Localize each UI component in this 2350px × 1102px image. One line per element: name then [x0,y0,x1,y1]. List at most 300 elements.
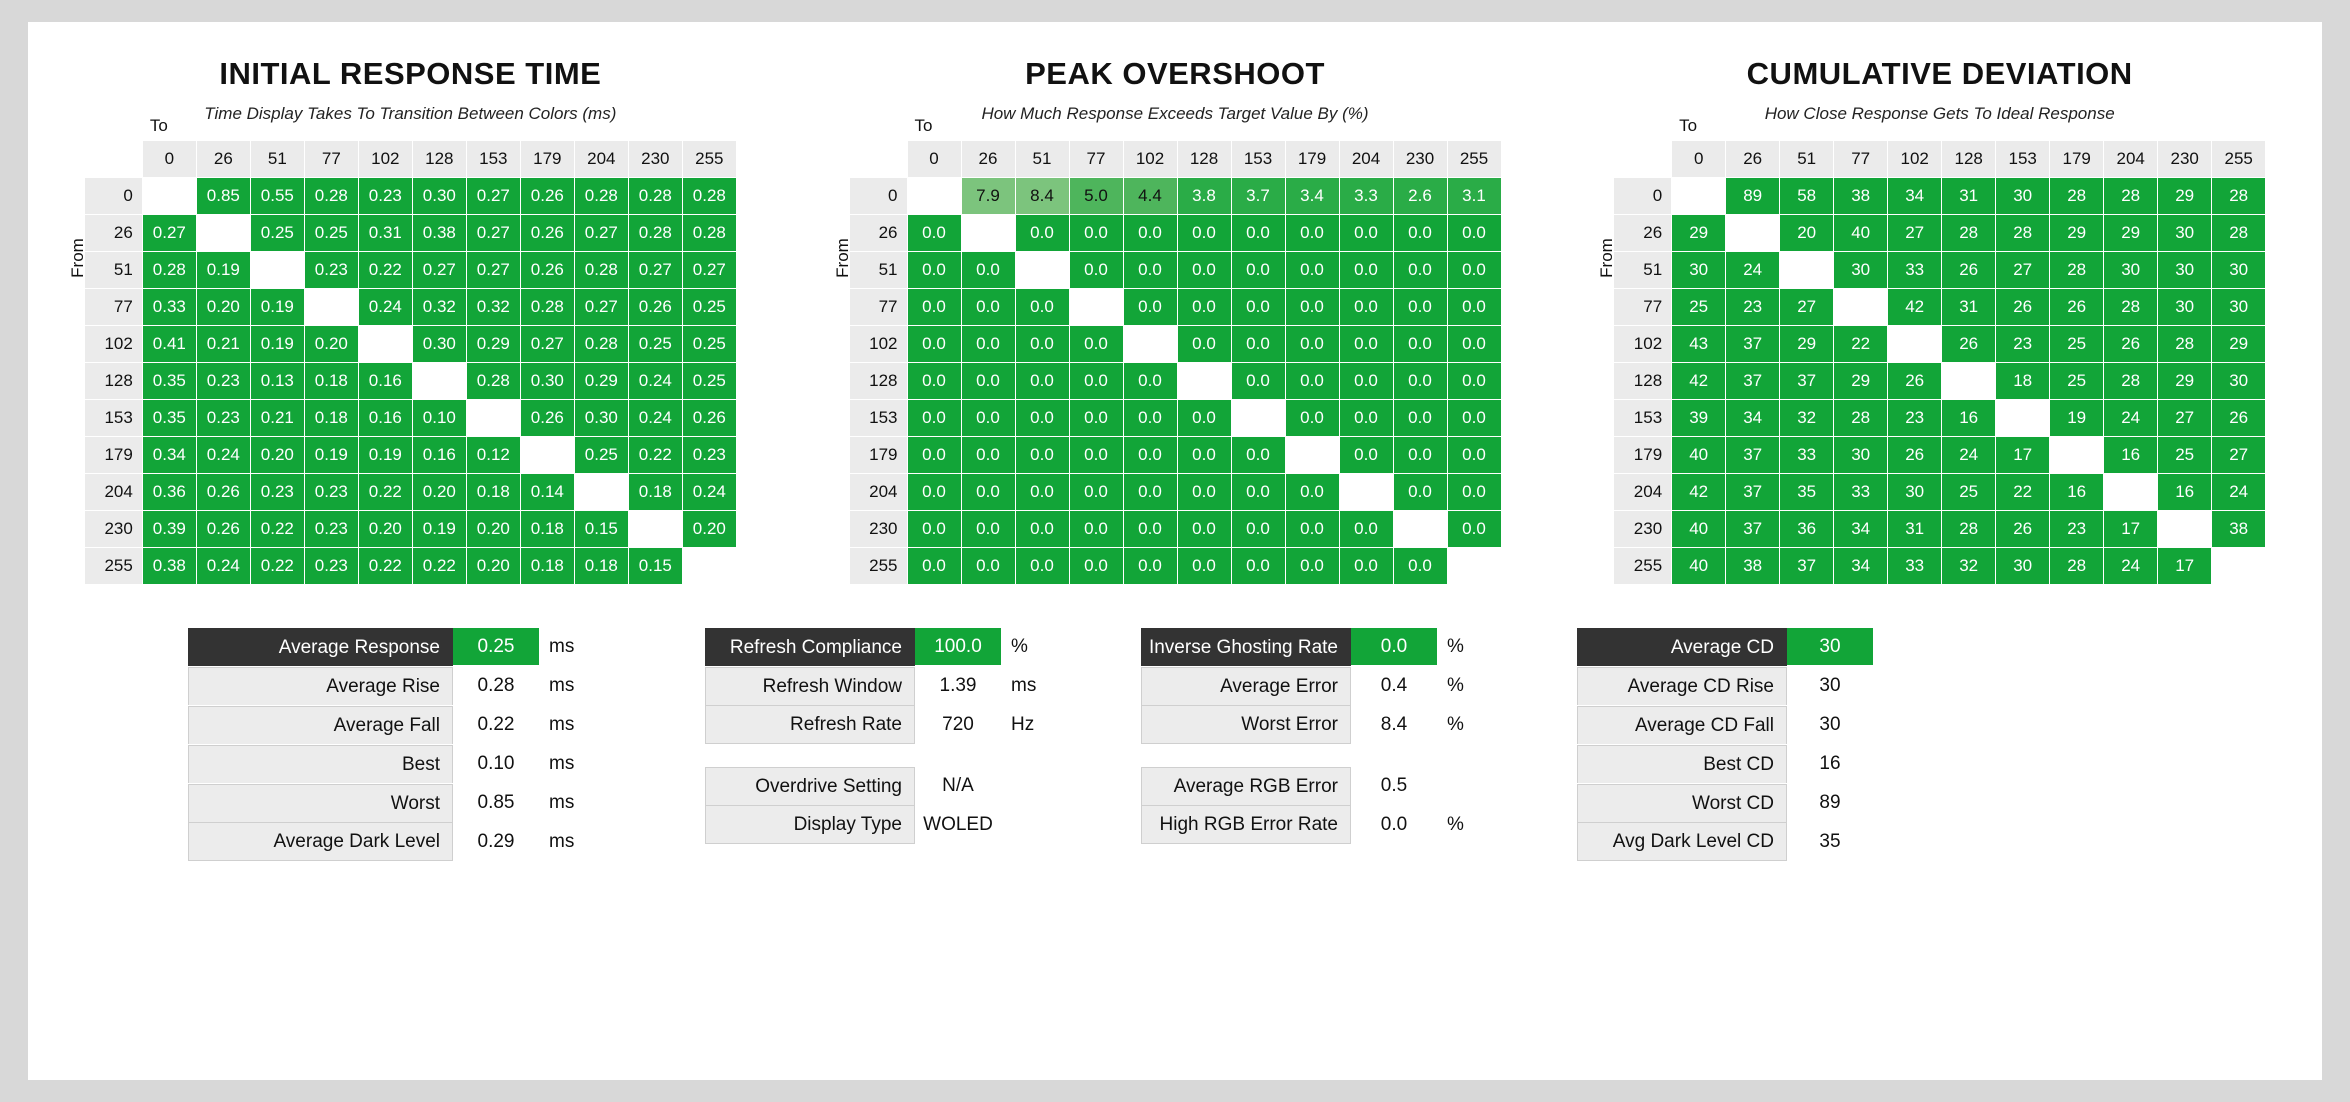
matrix-row [1614,400,2266,437]
heatmap-table-overshoot [849,140,1502,585]
matrix-cell: 0.0 [1069,548,1123,585]
matrix-cell: 27 [1780,289,1834,326]
matrix-cell: 0.0 [1177,548,1231,585]
matrix-cell: 0.0 [907,289,961,326]
matrix-row [84,326,736,363]
matrix-cell: 26 [1996,511,2050,548]
matrix-cell: 0.0 [1447,474,1501,511]
matrix-cell: 0.18 [520,511,574,548]
matrix-col-header: 230 [1393,141,1447,178]
matrix-cell: 35 [1780,474,1834,511]
matrix-cell: 0.0 [1015,400,1069,437]
matrix-cell: 0.0 [907,215,961,252]
matrix-cell: 0.32 [466,289,520,326]
matrix-row-header: 153 [849,400,907,437]
matrix-cell: 0.24 [196,437,250,474]
matrix-cell: 0.28 [574,252,628,289]
matrix-cell: 0.36 [142,474,196,511]
matrix-cell: 0.24 [682,474,736,511]
matrix-row [849,400,1501,437]
stat-value: 8.4 [1380,714,1408,735]
matrix-cell: 0.0 [907,437,961,474]
matrix-cell: 26 [2050,289,2104,326]
matrix-col-header: 77 [1069,141,1123,178]
matrix-cell-diagonal [1888,326,1942,363]
matrix-cell: 0.0 [1015,474,1069,511]
matrix-cell: 0.18 [466,474,520,511]
matrix-cell: 0.0 [1447,437,1501,474]
matrix-cell-diagonal [2050,437,2104,474]
matrix-cell: 0.0 [1339,400,1393,437]
matrix-row [84,400,736,437]
matrix-row-header: 153 [84,400,142,437]
matrix-cell: 25 [1672,289,1726,326]
matrix-cell: 25 [1942,474,1996,511]
matrix-cell: 0.31 [358,215,412,252]
stat-row [1577,822,1925,861]
matrix-cell: 29 [1672,215,1726,252]
matrix-cell: 0.26 [520,215,574,252]
matrix-cell: 3.8 [1177,178,1231,215]
matrix-cell: 18 [1996,363,2050,400]
matrix-cell: 30 [2104,252,2158,289]
matrix-col-header: 102 [358,141,412,178]
stat-label: Display Type [705,805,915,844]
matrix-cell: 0.0 [1069,437,1123,474]
matrix-cell: 0.22 [628,437,682,474]
stat-value: 35 [1819,831,1841,852]
matrix-row [849,215,1501,252]
matrix-col-header: 153 [466,141,520,178]
matrix-cell-diagonal [574,474,628,511]
matrix-cell: 0.0 [1339,289,1393,326]
matrix-cell: 0.0 [1393,474,1447,511]
matrix-cell: 25 [2050,326,2104,363]
matrix-cell: 0.0 [1339,511,1393,548]
matrix-cell: 0.0 [961,326,1015,363]
matrix-cell: 0.28 [574,326,628,363]
matrix-cell-diagonal [1996,400,2050,437]
matrix-cell: 17 [1996,437,2050,474]
stats-response-block [188,627,591,883]
matrix-cell: 0.25 [250,215,304,252]
matrix-col-header: 230 [2158,141,2212,178]
matrix-cell: 31 [1942,289,1996,326]
matrix-cell: 0.26 [628,289,682,326]
matrix-wrapper [832,116,1502,585]
matrix-cell: 0.30 [412,178,466,215]
matrix-cell: 0.27 [574,289,628,326]
stat-row [1577,705,1925,744]
matrix-cell-diagonal [196,215,250,252]
matrix-cell-diagonal [1393,511,1447,548]
panel-subtitle: Time Display Takes To Transition Between Colors (ms) [204,104,617,123]
matrix-cell: 58 [1780,178,1834,215]
stat-label: Average Rise [188,667,453,705]
matrix-row-header: 153 [1614,400,1672,437]
matrix-cell: 0.27 [520,326,574,363]
matrix-col-header: 230 [628,141,682,178]
matrix-cell-diagonal [2158,511,2212,548]
matrix-cell: 37 [1726,437,1780,474]
axis-label-to: To [914,116,933,135]
matrix-cell: 0.0 [1339,326,1393,363]
matrix-cell: 0.23 [304,474,358,511]
matrix-cell: 0.12 [466,437,520,474]
matrix-cell: 33 [1888,548,1942,585]
stat-label: Average CD Fall [1577,706,1787,744]
matrix-cell: 0.0 [1447,511,1501,548]
matrix-cell: 0.14 [520,474,574,511]
matrix-cell: 26 [1888,437,1942,474]
matrix-col-header: 153 [1231,141,1285,178]
matrix-cell: 7.9 [961,178,1015,215]
stat-unit: % [1447,674,1464,696]
matrix-cell: 0.30 [412,326,466,363]
matrix-cell: 29 [2050,215,2104,252]
matrix-cell-diagonal [682,548,736,585]
matrix-row [849,474,1501,511]
matrix-cell: 0.39 [142,511,196,548]
matrix-row [84,548,736,585]
matrix-col-header: 128 [1177,141,1231,178]
matrix-cell: 0.28 [466,363,520,400]
matrix-cell: 0.15 [628,548,682,585]
matrix-cell: 0.41 [142,326,196,363]
matrix-cell: 34 [1834,511,1888,548]
matrix-cell: 30 [2212,252,2266,289]
stat-row [1141,805,1489,844]
stat-row [188,822,591,861]
matrix-cell: 0.16 [358,400,412,437]
matrix-row [849,326,1501,363]
matrix-cell: 0.35 [142,363,196,400]
matrix-cell-diagonal [1123,326,1177,363]
matrix-cell: 0.18 [520,548,574,585]
matrix-cell: 0.0 [1177,215,1231,252]
stats-response-group [188,627,591,861]
stat-label: Refresh Compliance [705,628,915,666]
stat-value: 720 [942,714,974,735]
matrix-cell: 0.0 [1285,400,1339,437]
matrix-cell-diagonal [466,400,520,437]
matrix-row-header: 204 [1614,474,1672,511]
matrix-cell: 30 [1996,548,2050,585]
matrix-cell: 33 [1780,437,1834,474]
stat-label: Worst CD [1577,784,1787,822]
matrix-cell: 0.0 [1123,548,1177,585]
matrix-cell: 0.0 [907,252,961,289]
matrix-cell: 0.19 [358,437,412,474]
matrix-cell-diagonal [628,511,682,548]
matrix-cell: 0.27 [466,178,520,215]
matrix-cell: 0.0 [1177,474,1231,511]
matrix-cell: 0.27 [628,252,682,289]
matrix-cell: 0.24 [628,400,682,437]
matrix-cell: 30 [2212,363,2266,400]
matrix-cell: 0.0 [961,548,1015,585]
matrix-row-header: 77 [1614,289,1672,326]
matrix-cell: 0.0 [1015,363,1069,400]
matrix-cell: 0.0 [1231,511,1285,548]
matrix-cell: 0.27 [682,252,736,289]
matrix-cell: 0.0 [1177,326,1231,363]
matrix-cell: 27 [2212,437,2266,474]
matrix-row-header: 102 [84,326,142,363]
matrix-cell: 0.29 [574,363,628,400]
matrix-row [1614,437,2266,474]
matrix-cell: 27 [1888,215,1942,252]
matrix-cell: 0.20 [304,326,358,363]
matrix-cell: 0.0 [1231,252,1285,289]
stats-cd-block [1577,627,1925,883]
matrix-cell: 40 [1672,511,1726,548]
matrix-cell: 0.26 [520,400,574,437]
matrix-cell: 33 [1888,252,1942,289]
matrix-cell-diagonal [1231,400,1285,437]
stat-unit: Hz [1011,713,1035,735]
matrix-cell: 0.0 [1285,548,1339,585]
matrix-row-header: 77 [84,289,142,326]
matrix-cell: 0.23 [196,363,250,400]
matrix-cell: 0.28 [682,215,736,252]
matrix-cell: 0.0 [1069,363,1123,400]
matrix-row [1614,252,2266,289]
matrix-row [1614,215,2266,252]
matrix-cell: 0.28 [142,252,196,289]
stat-row [1141,627,1489,666]
axis-label-from: From [832,238,852,278]
matrix-row-header: 51 [84,252,142,289]
matrix-cell: 28 [1996,215,2050,252]
matrix-row [84,363,736,400]
matrix-cell: 26 [1888,363,1942,400]
matrix-col-header: 255 [1447,141,1501,178]
matrix-cell: 0.35 [142,400,196,437]
matrix-cell: 16 [2050,474,2104,511]
matrix-row [84,215,736,252]
matrix-cell: 0.0 [1339,548,1393,585]
matrix-row-header: 77 [849,289,907,326]
matrix-cell: 0.0 [1123,363,1177,400]
matrix-col-header: 0 [142,141,196,178]
matrix-cell: 28 [2104,363,2158,400]
matrix-row-header: 255 [1614,548,1672,585]
matrix-cell: 20 [1780,215,1834,252]
matrix-cell: 0.0 [1069,511,1123,548]
matrix-cell: 28 [2050,548,2104,585]
matrix-cell: 4.4 [1123,178,1177,215]
matrix-cell: 0.28 [628,215,682,252]
matrix-cell-diagonal [1339,474,1393,511]
matrix-cell: 17 [2158,548,2212,585]
matrix-cell: 0.0 [1393,289,1447,326]
matrix-cell: 23 [2050,511,2104,548]
matrix-cell: 0.23 [196,400,250,437]
matrix-cell: 0.38 [142,548,196,585]
matrix-corner [849,141,907,178]
matrix-cell: 0.0 [961,437,1015,474]
stat-value: 0.28 [477,675,515,696]
matrix-cell: 0.21 [196,326,250,363]
matrix-row-header: 128 [1614,363,1672,400]
matrix-cell: 89 [1726,178,1780,215]
matrix-cell: 0.0 [1447,326,1501,363]
matrix-col-header: 128 [412,141,466,178]
matrix-cell: 0.16 [412,437,466,474]
matrix-cell: 0.0 [1447,252,1501,289]
stat-label: Refresh Rate [705,705,915,744]
matrix-cell: 37 [1726,363,1780,400]
stat-value: 0.5 [1380,775,1408,796]
matrix-cell: 0.0 [1285,511,1339,548]
stat-label: Average CD Rise [1577,667,1787,705]
stat-row [705,766,1053,805]
matrix-cell: 0.22 [358,548,412,585]
matrix-row [84,289,736,326]
matrix-cell: 0.0 [1015,215,1069,252]
matrix-cell-diagonal [1942,363,1996,400]
matrix-cell: 28 [1942,511,1996,548]
matrix-cell: 40 [1834,215,1888,252]
stats-refresh-group [705,627,1053,744]
matrix-cell: 26 [1996,289,2050,326]
matrix-cell: 28 [2212,178,2266,215]
matrix-cell: 0.26 [196,474,250,511]
matrix-cell: 0.10 [412,400,466,437]
stat-label: Refresh Window [705,667,915,705]
matrix-cell: 40 [1672,437,1726,474]
matrix-cell: 3.4 [1285,178,1339,215]
matrix-cell: 0.25 [682,289,736,326]
matrix-cell: 0.0 [907,548,961,585]
matrix-cell: 16 [2158,474,2212,511]
matrix-cell-diagonal [961,215,1015,252]
stat-value: 89 [1819,792,1841,813]
stat-value: WOLED [923,814,993,835]
panel-title: CUMULATIVE DEVIATION [1746,56,2133,91]
stat-row [1141,766,1489,805]
matrix-cell: 0.0 [1339,252,1393,289]
matrix-cell-diagonal [1285,437,1339,474]
matrix-cell-diagonal [358,326,412,363]
matrix-cell: 39 [1672,400,1726,437]
matrix-cell-diagonal [1015,252,1069,289]
matrix-cell: 0.0 [1447,363,1501,400]
stat-label: Worst [188,784,453,822]
matrix-cell: 0.27 [466,215,520,252]
axis-label-to: To [149,116,168,135]
matrix-cell: 17 [2104,511,2158,548]
stat-row [705,627,1053,666]
matrix-cell: 0.55 [250,178,304,215]
stats-cd-group [1577,627,1925,861]
matrix-cell: 0.0 [1285,252,1339,289]
matrix-row [849,511,1501,548]
matrix-cell: 0.30 [574,400,628,437]
matrix-cell: 0.0 [1393,215,1447,252]
stats-display-group [705,766,1053,844]
matrix-cell: 0.0 [907,326,961,363]
matrix-cell: 0.0 [961,289,1015,326]
matrix-wrapper [1597,116,2266,585]
stat-row [1141,705,1489,744]
matrix-cell: 28 [2158,326,2212,363]
matrix-cell: 26 [1942,326,1996,363]
matrix-cell: 0.23 [304,252,358,289]
matrix-row-header: 255 [84,548,142,585]
matrix-cell: 0.0 [1177,289,1231,326]
matrix-row [849,363,1501,400]
matrix-cell: 26 [1942,252,1996,289]
matrix-cell: 30 [1834,437,1888,474]
matrix-row-header: 230 [84,511,142,548]
matrix-cell: 42 [1672,474,1726,511]
matrix-cell: 0.0 [1231,326,1285,363]
heatmap-table-cd [1613,140,2266,585]
matrix-row [84,178,736,215]
matrix-row-header: 102 [1614,326,1672,363]
matrix-cell: 0.22 [412,548,466,585]
matrix-cell: 0.28 [574,178,628,215]
matrix-cell: 31 [1888,511,1942,548]
stat-unit: ms [549,752,575,774]
matrix-col-header: 255 [2212,141,2266,178]
axis-label-from: From [67,238,87,278]
matrix-row-header: 0 [84,178,142,215]
matrix-cell: 38 [2212,511,2266,548]
matrix-cell: 0.20 [466,548,520,585]
matrix-cell: 3.3 [1339,178,1393,215]
matrix-cell: 0.0 [1393,400,1447,437]
matrix-cell: 27 [2158,400,2212,437]
stat-label: Average Dark Level [188,822,453,861]
matrix-row-header: 51 [849,252,907,289]
matrix-col-header: 26 [196,141,250,178]
matrix-row [849,548,1501,585]
matrix-row [1614,511,2266,548]
matrix-cell: 0.0 [1285,363,1339,400]
stat-value: 0.85 [477,792,515,813]
matrix-cell: 0.0 [1123,289,1177,326]
matrix-row-header: 26 [1614,215,1672,252]
stat-row [188,705,591,744]
matrix-cell-diagonal [1672,178,1726,215]
matrix-cell-diagonal [907,178,961,215]
matrix-row [1614,548,2266,585]
stat-unit: % [1447,635,1464,657]
matrix-row-header: 179 [849,437,907,474]
matrix-cell: 0.15 [574,511,628,548]
matrix-cell: 0.0 [907,474,961,511]
matrix-cell: 0.18 [304,363,358,400]
stat-label: High RGB Error Rate [1141,805,1351,844]
matrix-cell: 32 [1942,548,1996,585]
matrix-cell: 38 [1726,548,1780,585]
matrix-col-header: 51 [1015,141,1069,178]
matrix-cell: 0.0 [907,363,961,400]
matrix-cell: 0.0 [1339,437,1393,474]
matrix-cell: 0.25 [628,326,682,363]
matrix-cell: 0.0 [1393,548,1447,585]
matrix-cell: 42 [1672,363,1726,400]
matrix-corner [84,141,142,178]
matrix-cell: 0.0 [1069,326,1123,363]
matrix-cell: 5.0 [1069,178,1123,215]
matrix-cell: 28 [2104,178,2158,215]
matrix-row-header: 0 [849,178,907,215]
stat-value: 16 [1819,753,1841,774]
